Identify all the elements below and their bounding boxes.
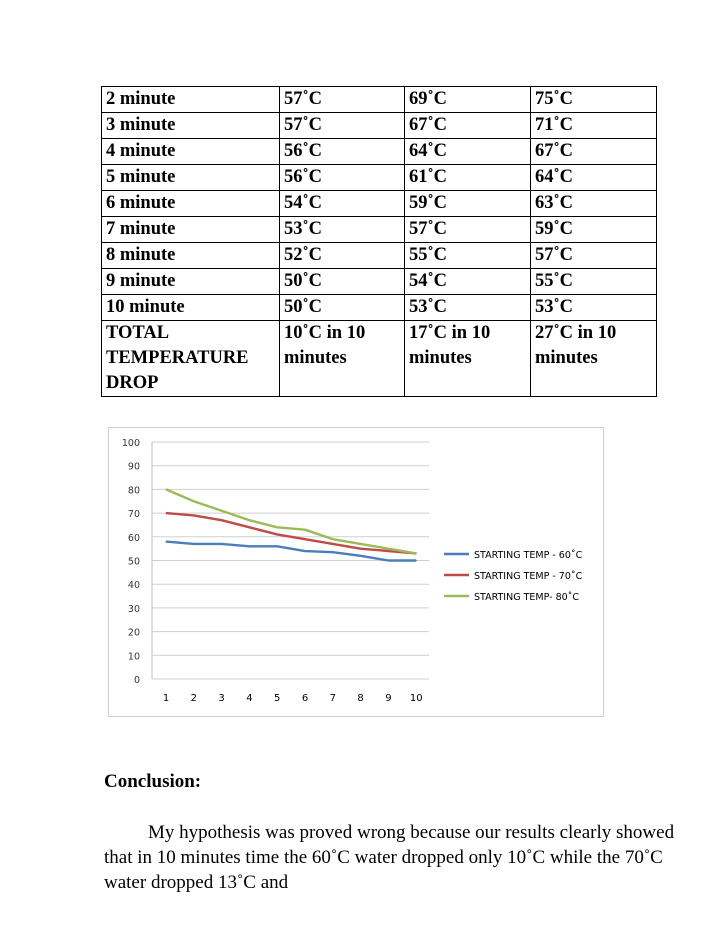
- temperature-cell: 27˚C in 10 minutes: [531, 321, 657, 397]
- table-row: [102, 87, 657, 113]
- y-tick-label: 60: [127, 532, 140, 544]
- temperature-cell: 64˚C: [531, 165, 657, 191]
- table-row: [102, 113, 657, 139]
- temperature-cell: 67˚C: [405, 113, 531, 139]
- data-point: [249, 520, 250, 521]
- temperature-cell: 56˚C: [280, 139, 405, 165]
- temperature-line-chart: [108, 427, 604, 717]
- y-tick-label: 90: [127, 461, 140, 473]
- data-point: [277, 546, 278, 547]
- row-label-cell: 7 minute: [102, 217, 280, 243]
- data-point: [221, 510, 222, 511]
- x-tick-label: 6: [301, 693, 309, 704]
- data-point: [360, 555, 361, 556]
- x-tick-label: 10: [409, 693, 423, 704]
- data-point: [165, 541, 166, 542]
- x-tick-label: 9: [385, 693, 392, 704]
- row-label-cell: 3 minute: [102, 113, 280, 139]
- data-point: [277, 527, 278, 528]
- row-label-cell: 2 minute: [102, 87, 280, 113]
- table-row: [102, 321, 657, 397]
- legend-label: STARTING TEMP - 60˚C: [474, 550, 583, 561]
- temperature-cell: 53˚C: [531, 295, 657, 321]
- x-tick-label: 8: [357, 693, 364, 704]
- data-point: [165, 489, 166, 490]
- temperature-cell: 57˚C: [280, 113, 405, 139]
- y-tick-label: 0: [133, 675, 140, 686]
- y-tick-label: 70: [127, 509, 140, 521]
- temperature-cell: 50˚C: [280, 295, 405, 321]
- temperature-cell: 54˚C: [280, 191, 405, 217]
- temperature-cell: 50˚C: [280, 269, 405, 295]
- y-tick-label: 80: [127, 485, 140, 497]
- y-tick-label: 20: [127, 627, 140, 639]
- temperature-cell: 69˚C: [405, 87, 531, 113]
- temperature-cell: 71˚C: [531, 113, 657, 139]
- row-label-cell: 4 minute: [102, 139, 280, 165]
- table-row: [102, 139, 657, 165]
- conclusion-heading: Conclusion:: [104, 771, 202, 792]
- temperature-cell: 67˚C: [531, 139, 657, 165]
- temperature-cell: 75˚C: [531, 87, 657, 113]
- data-point: [221, 543, 222, 544]
- data-point: [360, 543, 361, 544]
- x-tick-label: 2: [190, 693, 197, 704]
- data-point: [304, 550, 305, 551]
- data-point: [165, 513, 166, 514]
- temperature-cell: 57˚C: [531, 243, 657, 269]
- row-label-cell: 9 minute: [102, 269, 280, 295]
- data-point: [388, 560, 389, 561]
- temperature-cell: 17˚C in 10 minutes: [405, 321, 531, 397]
- temperature-cell: 57˚C: [405, 217, 531, 243]
- temperature-cell: 53˚C: [280, 217, 405, 243]
- table-row: [102, 165, 657, 191]
- x-tick-label: 4: [246, 693, 253, 704]
- temperature-cell: 56˚C: [280, 165, 405, 191]
- y-tick-label: 50: [127, 556, 140, 568]
- y-tick-label: 10: [127, 651, 140, 663]
- temperature-cell: 63˚C: [531, 191, 657, 217]
- data-point: [249, 527, 250, 528]
- data-point: [416, 560, 417, 561]
- row-label-cell: TOTAL TEMPERATURE DROP: [102, 321, 280, 397]
- table-row: [102, 191, 657, 217]
- data-point: [193, 543, 194, 544]
- table-row: [102, 217, 657, 243]
- data-point: [332, 552, 333, 553]
- data-point: [277, 534, 278, 535]
- legend-label: STARTING TEMP - 70˚C: [474, 571, 583, 582]
- data-point: [416, 553, 417, 554]
- temperature-table: [101, 86, 657, 397]
- x-tick-label: 3: [218, 693, 225, 704]
- row-label-cell: 10 minute: [102, 295, 280, 321]
- temperature-cell: 61˚C: [405, 165, 531, 191]
- temperature-cell: 55˚C: [405, 243, 531, 269]
- temperature-cell: 55˚C: [531, 269, 657, 295]
- x-tick-label: 7: [329, 693, 336, 704]
- row-label-cell: 8 minute: [102, 243, 280, 269]
- temperature-table-body: [102, 87, 657, 397]
- temperature-cell: 54˚C: [405, 269, 531, 295]
- data-point: [332, 543, 333, 544]
- x-tick-label: 1: [162, 693, 170, 704]
- x-tick-label: 5: [274, 693, 281, 704]
- data-point: [193, 515, 194, 516]
- temperature-cell: 59˚C: [405, 191, 531, 217]
- data-point: [332, 539, 333, 540]
- data-point: [193, 501, 194, 502]
- row-label-cell: 6 minute: [102, 191, 280, 217]
- y-tick-label: 30: [127, 603, 140, 615]
- data-point: [304, 539, 305, 540]
- temperature-cell: 64˚C: [405, 139, 531, 165]
- legend-label: STARTING TEMP- 80˚C: [474, 592, 580, 603]
- conclusion-paragraph: My hypothesis was proved wrong because our results clearly showed that in 10 minutes time the 60˚C water dropped only 10˚C while the 70˚C water dropped 13˚C and: [104, 822, 675, 893]
- temperature-cell: 52˚C: [280, 243, 405, 269]
- data-point: [360, 548, 361, 549]
- temperature-cell: 57˚C: [280, 87, 405, 113]
- row-label-cell: 5 minute: [102, 165, 280, 191]
- data-point: [221, 520, 222, 521]
- table-row: [102, 295, 657, 321]
- y-tick-label: 100: [121, 438, 140, 449]
- data-point: [304, 529, 305, 530]
- data-point: [388, 550, 389, 551]
- y-tick-label: 40: [127, 580, 140, 592]
- data-point: [388, 548, 389, 549]
- temperature-cell: 59˚C: [531, 217, 657, 243]
- table-row: [102, 269, 657, 295]
- temperature-cell: 10˚C in 10 minutes: [280, 321, 405, 397]
- table-row: [102, 243, 657, 269]
- temperature-cell: 53˚C: [405, 295, 531, 321]
- data-point: [249, 546, 250, 547]
